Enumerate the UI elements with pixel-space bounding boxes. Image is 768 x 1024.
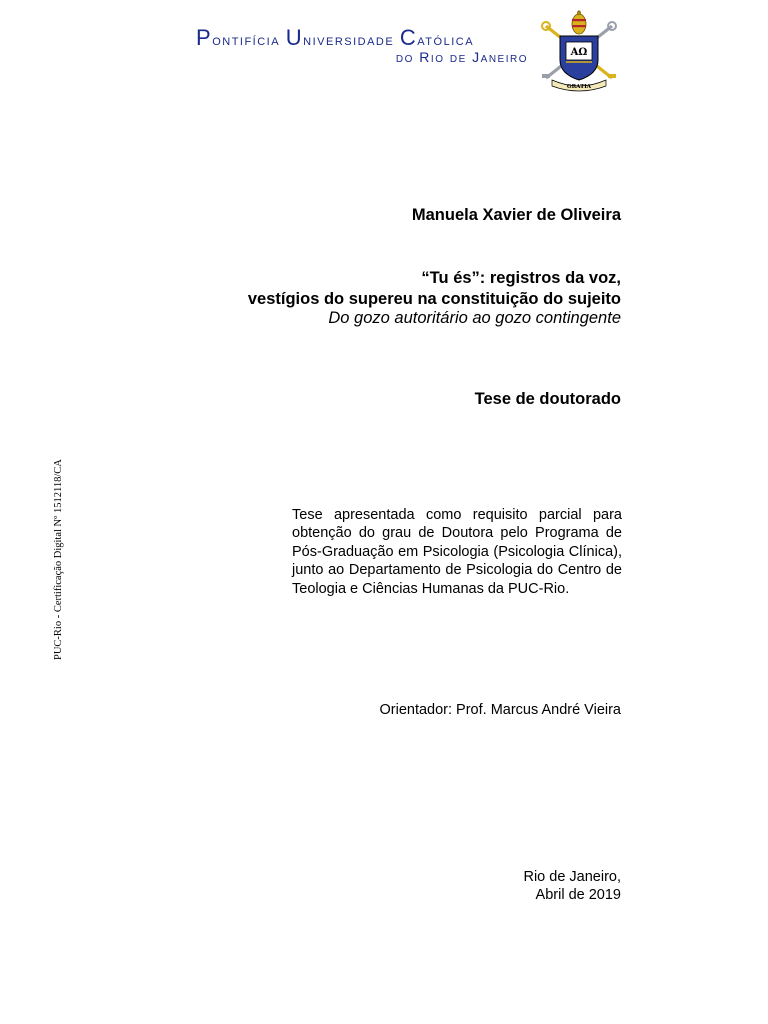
place: Rio de Janeiro, [523,869,621,885]
thesis-title-line1: “Tu és”: registros da voz, [421,269,621,287]
digital-certification-stamp: PUC-Rio - Certificação Digital Nº 1512118/CA [53,459,64,660]
date: Abril de 2019 [535,887,621,904]
thesis-title-line2: vestígios do supereu na constituição do sujeito [247,290,621,308]
shield-icon [560,36,598,80]
university-header [196,25,532,65]
university-name-line2: do Rio de Janeiro [395,49,528,65]
motto-ribbon [552,80,606,91]
author-name: Manuela Xavier de Oliveira [411,206,621,224]
tiara-icon [572,10,586,34]
crest-motto: GRATIA [566,84,592,90]
document-type: Tese de doutorado [474,390,621,408]
university-name-line1: Pontifícia Universidade Católica [196,25,475,50]
thesis-subtitle: Do gozo autoritário ao gozo contingente [328,309,621,327]
advisor-line: Orientador: Prof. Marcus André Vieira [379,702,621,718]
university-crest-logo [536,6,622,92]
thesis-presentation-text: Tese apresentada como requisito parcial para obtenção do grau de Doutora pelo Programa de Pós-Graduação em Psicologia (Psicologia Clínica), junto ao Departamento de Psicologia do Centro de Teologia e Ciências Humanas da PUC-Rio. [292,507,622,597]
place-date-block [523,868,621,905]
crest-letters: AΩ [570,47,588,58]
